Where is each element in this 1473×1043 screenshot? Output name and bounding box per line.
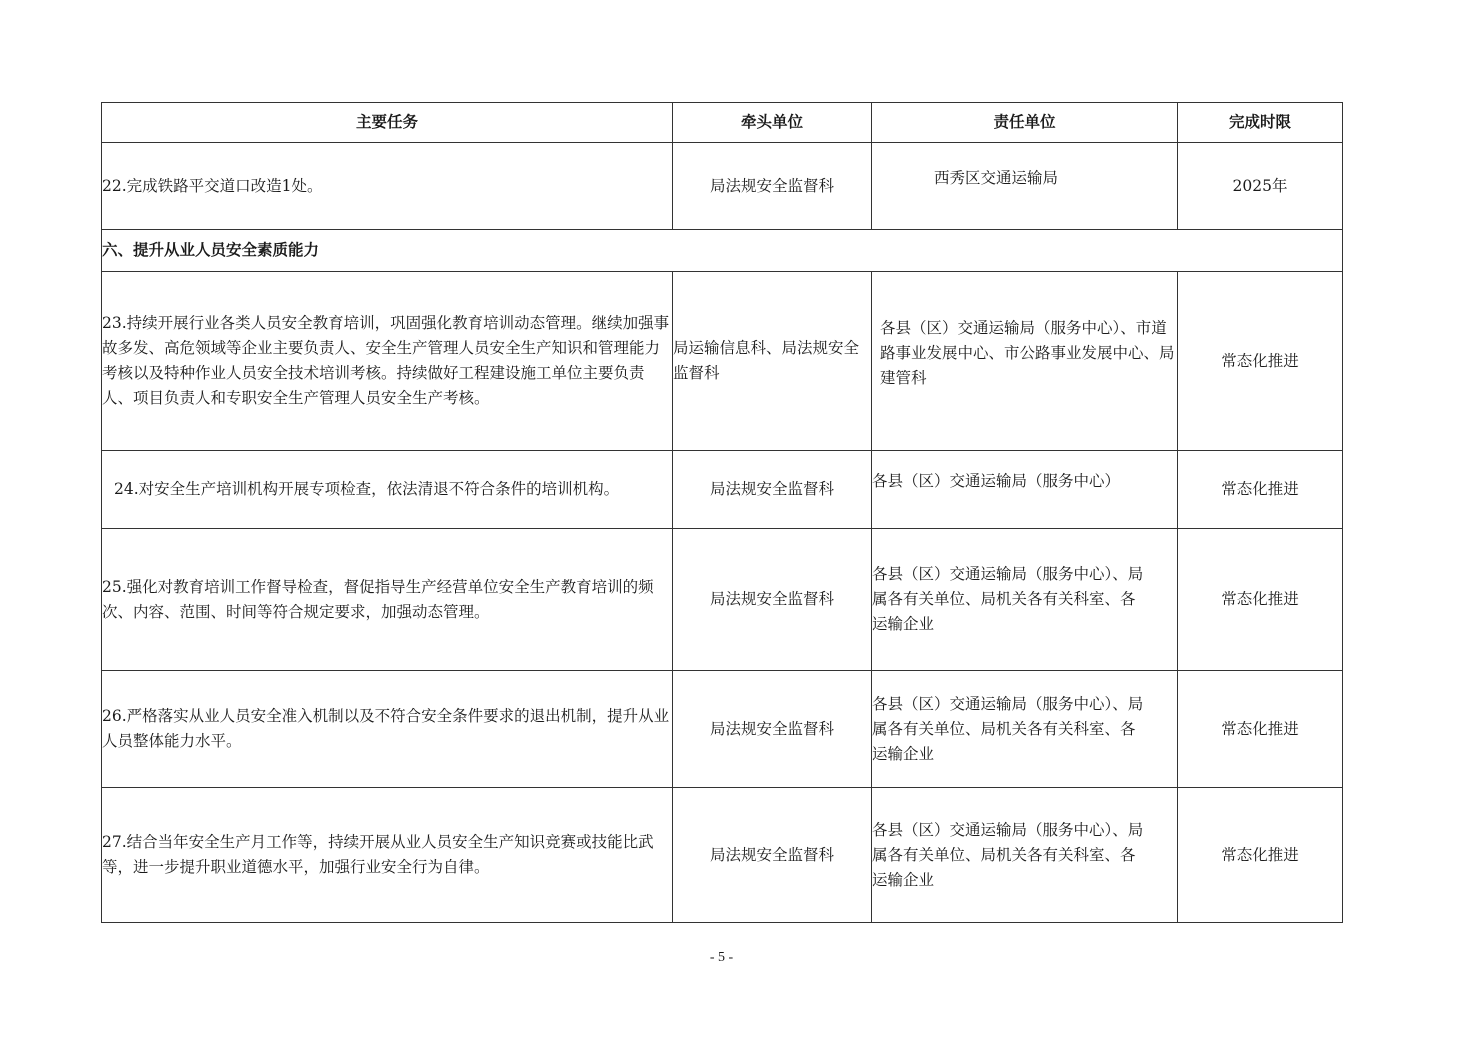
task-cell	[102, 143, 673, 230]
deadline-cell	[1178, 671, 1343, 788]
deadline-text: 2025年	[1232, 176, 1288, 195]
lead-unit-text: 局法规安全监督科	[709, 590, 834, 608]
task-cell	[102, 451, 673, 529]
responsible-unit-text: 各县（区）交通运输局（服务中心）、局属各有关单位、局机关各有关科室、各运输企业	[872, 565, 1144, 633]
section-title: 六、提升从业人员安全素质能力	[102, 230, 1343, 272]
responsible-unit-cell	[872, 451, 1178, 529]
table-row	[102, 272, 1343, 451]
header-responsible-unit: 责任单位	[872, 103, 1178, 143]
responsible-unit-cell	[872, 529, 1178, 671]
task-text: 23.持续开展行业各类人员安全教育培训，巩固强化教育培训动态管理。继续加强事故多发、高危领域等企业主要负责人、安全生产管理人员安全生产知识和管理能力考核以及特种作业人员安全技术培训考核。持续做好工程建设施工单位主要负责人、项目负责人和专职安全生产管理人员安全生产考核。	[102, 314, 670, 407]
lead-unit-cell	[673, 272, 872, 451]
table-row	[102, 529, 1343, 671]
task-text: 25.强化对教育培训工作督导检查，督促指导生产经营单位安全生产教育培训的频次、内容、范围、时间等符合规定要求，加强动态管理。	[102, 577, 654, 621]
lead-unit-cell	[673, 451, 872, 529]
table-row	[102, 788, 1343, 923]
task-cell	[102, 529, 673, 671]
lead-unit-text: 局法规安全监督科	[709, 176, 834, 195]
responsible-unit-text: 各县（区）交通运输局（服务中心）	[872, 472, 1121, 490]
task-table	[101, 102, 1343, 923]
page-number: - 5 -	[709, 950, 734, 965]
task-cell	[102, 788, 673, 923]
responsible-unit-text: 各县（区）交通运输局（服务中心）、市道路事业发展中心、市公路事业发展中心、局建管科	[880, 318, 1175, 387]
lead-unit-text: 局法规安全监督科	[709, 719, 834, 738]
header-task: 主要任务	[102, 103, 673, 143]
responsible-unit-text: 各县（区）交通运输局（服务中心）、局属各有关单位、局机关各有关科室、各运输企业	[872, 694, 1144, 763]
lead-unit-text: 局法规安全监督科	[709, 845, 834, 864]
deadline-text: 常态化推进	[1221, 845, 1299, 864]
responsible-unit-cell	[872, 143, 1178, 230]
responsible-unit-text: 各县（区）交通运输局（服务中心）、局属各有关单位、局机关各有关科室、各运输企业	[872, 820, 1144, 889]
lead-unit-text: 局法规安全监督科	[709, 480, 834, 498]
deadline-text: 常态化推进	[1221, 590, 1299, 608]
table-row	[102, 451, 1343, 529]
lead-unit-text: 局运输信息科、局法规安全监督科	[673, 339, 860, 382]
deadline-cell	[1178, 143, 1343, 230]
deadline-text: 常态化推进	[1221, 351, 1299, 370]
table-row	[102, 143, 1343, 230]
responsible-unit-cell	[872, 272, 1178, 451]
task-text: 24.对安全生产培训机构开展专项检查，依法清退不符合条件的培训机构。	[114, 480, 620, 498]
deadline-cell	[1178, 451, 1343, 529]
table-row	[102, 671, 1343, 788]
table-header-row	[102, 103, 1343, 143]
section-row	[102, 230, 1343, 272]
lead-unit-cell	[673, 671, 872, 788]
task-cell	[102, 671, 673, 788]
responsible-unit-text: 西秀区交通运输局	[934, 168, 1059, 187]
deadline-cell	[1178, 272, 1343, 451]
responsible-unit-cell	[872, 788, 1178, 923]
deadline-text: 常态化推进	[1221, 719, 1299, 738]
task-cell	[102, 272, 673, 451]
task-text: 26.严格落实从业人员安全准入机制以及不符合安全条件要求的退出机制，提升从业人员整体能力水平。	[102, 707, 670, 750]
deadline-text: 常态化推进	[1221, 480, 1299, 498]
task-text: 22.完成铁路平交道口改造1处。	[102, 176, 323, 195]
header-lead-unit: 牵头单位	[673, 103, 872, 143]
lead-unit-cell	[673, 788, 872, 923]
deadline-cell	[1178, 788, 1343, 923]
lead-unit-cell	[673, 529, 872, 671]
header-deadline: 完成时限	[1178, 103, 1343, 143]
responsible-unit-cell	[872, 671, 1178, 788]
lead-unit-cell	[673, 143, 872, 230]
task-text: 27.结合当年安全生产月工作等，持续开展从业人员安全生产知识竞赛或技能比武等，进一步提升职业道德水平，加强行业安全行为自律。	[102, 833, 654, 876]
deadline-cell	[1178, 529, 1343, 671]
